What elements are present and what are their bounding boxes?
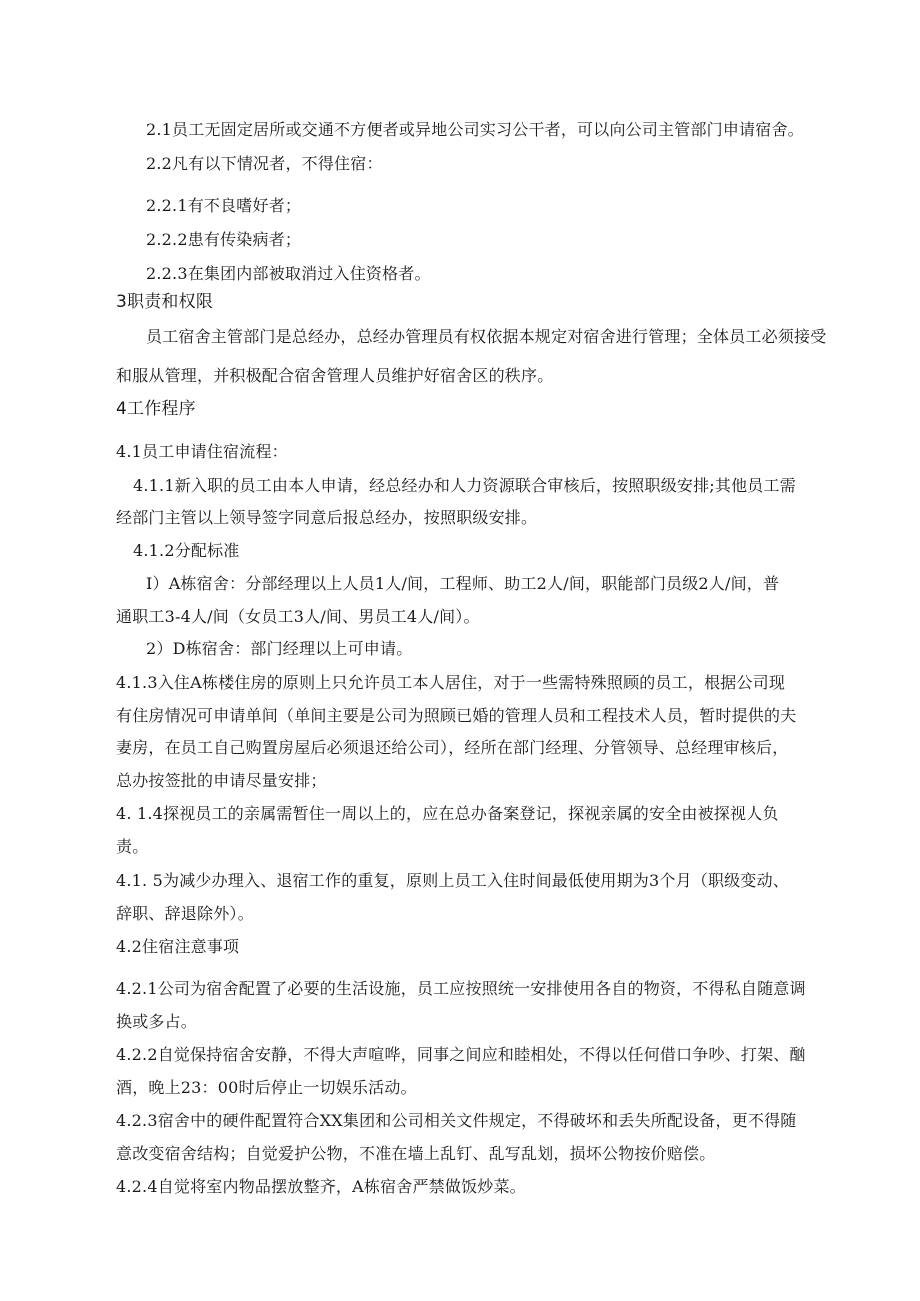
clause-2-1: 2.1员工无固定居所或交通不方便者或异地公司实习公干者，可以向公司主管部门申请宿舍。: [146, 120, 804, 139]
clause-2-2-1: 2.2.1有不良嗜好者；: [146, 196, 302, 215]
clause-4-1-5-line-2: 辞职、辞退除外）。: [116, 904, 254, 923]
clause-4-1-3-line-2: 有住房情况可申请单间（单间主要是公司为照顾已婚的管理人员和工程技术人员，暂时提供的夫: [116, 706, 797, 725]
clause-4-2-1-line-2: 换或多占。: [116, 1012, 198, 1031]
clause-4-1-5-line-1: 4.1. 5为减少办理入、退宿工作的重复，原则上员工入住时间最低使用期为3个月（职级变动、: [116, 871, 789, 890]
paragraph-3-line-1: 员工宿舍主管部门是总经办，总经办管理员有权依据本规定对宿舍进行管理；全体员工必须接受: [146, 327, 827, 346]
standard-a-line-1: I）A栋宿舍：分部经理以上人员1人/间，工程师、助工2人/间，职能部门员级2人/间，普: [146, 574, 780, 593]
clause-4-1-1-line-1: 4.1.1新入职的员工由本人申请，经总经办和人力资源联合审核后，按照职级安排;其他员工需: [133, 476, 796, 495]
clause-4-1-2: 4.1.2分配标准: [133, 541, 240, 560]
clause-4-2-3-line-1: 4.2.3宿舍中的硬件配置符合XX集团和公司相关文件规定，不得破坏和丢失所配设备，更不得随: [116, 1111, 797, 1130]
clause-2-2-3: 2.2.3在集团内部被取消过入住资格者。: [146, 264, 431, 283]
clause-4-2-2-line-2: 酒，晚上23：00时后停止一切娱乐活动。: [116, 1078, 417, 1097]
clause-4-1: 4.1员工申请住宿流程：: [116, 442, 288, 461]
section-heading-4: 4工作程序: [116, 399, 196, 419]
standard-a-line-2: 通职工3-4人/间（女员工3人/间、男员工4人/间）。: [116, 607, 480, 626]
clause-4-2-3-line-2: 意改变宿舍结构；自觉爱护公物，不准在墙上乱钉、乱写乱划，损坏公物按价赔偿。: [116, 1144, 716, 1163]
clause-2-2: 2.2凡有以下情况者，不得住宿：: [146, 154, 383, 173]
clause-4-2-1-line-1: 4.2.1公司为宿舍配置了必要的生活设施，员工应按照统一安排使用各自的物资，不得私自随意调: [116, 979, 806, 998]
clause-4-1-3-line-1: 4.1.3入住A栋楼住房的原则上只允许员工本人居住，对于一些需特殊照顾的员工，根据公司现: [116, 673, 786, 692]
standard-d: 2）D栋宿舍：部门经理以上可申请。: [146, 639, 413, 658]
clause-4-1-4-line-2: 责。: [116, 837, 149, 856]
clause-4-1-4-line-1: 4. 1.4探视员工的亲属需暂住一周以上的，应在总办备案登记，探视亲属的安全由被探视人负: [116, 804, 779, 823]
clause-4-1-3-line-3: 妻房，在员工自己购置房屋后必须退还给公司），经所在部门经理、分管领导、总经理审核后，: [116, 738, 789, 757]
clause-4-2-2-line-1: 4.2.2自觉保持宿舍安静，不得大声喧哗，同事之间应和睦相处，不得以任何借口争吵、打架、酗: [116, 1045, 806, 1064]
clause-4-2-4: 4.2.4自觉将室内物品摆放整齐，A栋宿舍严禁做饭炒菜。: [116, 1177, 526, 1196]
clause-4-2: 4.2住宿注意事项: [116, 937, 240, 956]
clause-4-1-3-line-4: 总办按签批的申请尽量安排；: [116, 771, 327, 790]
paragraph-3-line-2: 和服从管理，并积极配合宿舍管理人员维护好宿舍区的秩序。: [116, 366, 554, 385]
clause-4-1-1-line-2: 经部门主管以上领导签字同意后报总经办，按照职级安排。: [116, 508, 538, 527]
section-heading-3: 3职责和权限: [116, 292, 214, 312]
clause-2-2-2: 2.2.2患有传染病者；: [146, 230, 302, 249]
